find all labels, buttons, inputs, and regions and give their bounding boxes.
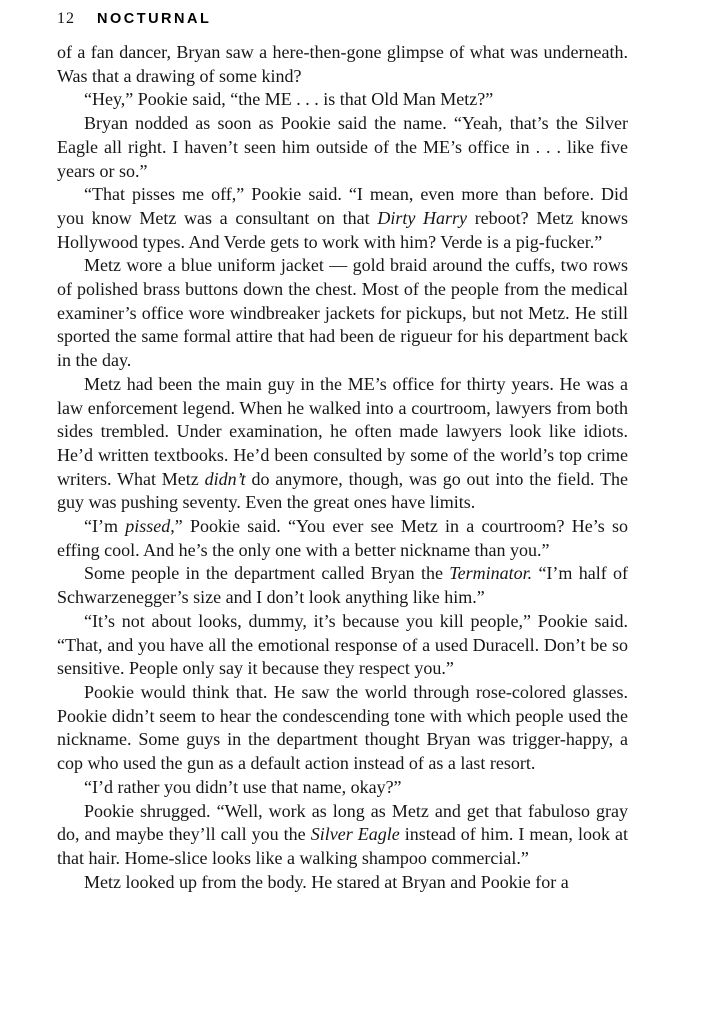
text-run: Bryan nodded as soon as Pookie said the name. “Yeah, that’s the Silver Eagle all right. I haven’t seen him outside of the ME’s office in . . . like five years or so.” xyxy=(57,113,628,181)
paragraph xyxy=(57,776,628,800)
text-run: Pookie would think that. He saw the world through rose-colored glasses. Pookie didn’t seem to hear the condescending tone with which people used the nickname. Some guys in the department thought Bryan was trigger-happy, a cop who used the gun as a default action instead of as a last resort. xyxy=(57,681,628,774)
text-run: Some people in the department called Bryan the xyxy=(84,563,450,584)
text-run: “It’s not about looks, dummy, it’s because you kill people,” Pookie said. “That, and you have all the emotional response of a used Duracell. Don’t be so sensitive. People only say it because they respect you.” xyxy=(57,610,628,679)
paragraph xyxy=(57,183,628,254)
text-run: Pookie shrugged. “Well, work as long as Metz and get that fabuloso gray do, and maybe they’ll call you the xyxy=(57,800,628,845)
paragraph xyxy=(57,41,628,88)
italic-run: Terminator. xyxy=(449,563,533,584)
page-number: 12 xyxy=(57,10,75,27)
text-run: “I’m half of Schwarzenegger’s size and I don’t look anything like him.” xyxy=(57,563,628,608)
text-run: Metz wore a blue uniform jacket — gold braid around the cuffs, two rows of polished brass buttons down the chest. Most of the people from the medical examiner’s office wore windbreaker jackets for pickups, but not Metz. He still sported the same formal attire that had been de rigueur for his department back in the day. xyxy=(57,255,628,371)
paragraph xyxy=(57,112,628,183)
paragraph xyxy=(57,562,628,609)
text-run: instead of him. I mean, look at that hair. Home-slice looks like a walking shampoo commercial.” xyxy=(57,824,628,868)
text-run: ” Pookie said. “You ever see Metz in a courtroom? He’s so effing cool. And he’s the only one with a better nickname than you.” xyxy=(57,516,628,560)
paragraph xyxy=(57,610,628,681)
italic-run: Silver Eagle xyxy=(310,824,400,845)
text-run: Metz had been the main guy in the ME’s office for thirty years. He was a law enforcement legend. When he walked into a courtroom, lawyers from both sides trembled. Under examination, he often made lawyers look like idiots. He’d written textbooks. He’d been consulted by some of the world’s top crime writers. What Metz xyxy=(57,373,628,489)
paragraph xyxy=(57,681,628,776)
paragraph xyxy=(57,373,628,515)
text-run: “I’d rather you didn’t use that name, okay?” xyxy=(84,776,402,797)
paragraph xyxy=(57,515,628,562)
paragraph xyxy=(57,88,628,112)
running-title: NOCTURNAL xyxy=(97,11,212,27)
text-run: do anymore, though, was go out into the field. The guy was pushing seventy. Even the great ones have limits. xyxy=(57,468,628,513)
paragraph xyxy=(57,871,628,895)
italic-run: Dirty Harry xyxy=(377,207,468,228)
text-run: “I’m xyxy=(84,516,126,537)
page-header xyxy=(57,10,628,28)
text-run: Metz looked up from the body. He stared at Bryan and Pookie for a xyxy=(84,871,569,892)
text-run: of a fan dancer, Bryan saw a here-then-gone glimpse of what was underneath. Was that a drawing of some kind? xyxy=(57,42,628,86)
paragraph xyxy=(57,254,628,373)
text-run: reboot? Metz knows Hollywood types. And Verde gets to work with him? Verde is a pig-fucker.” xyxy=(57,207,628,252)
text-run: “Hey,” Pookie said, “the ME . . . is that Old Man Metz?” xyxy=(84,89,494,110)
italic-run: pissed, xyxy=(125,516,175,537)
text-run: “That pisses me off,” Pookie said. “I mean, even more than before. Did you know Metz was a consultant on that xyxy=(57,184,628,228)
body-text xyxy=(57,41,628,894)
italic-run: didn’t xyxy=(204,468,246,489)
paragraph xyxy=(57,800,628,871)
